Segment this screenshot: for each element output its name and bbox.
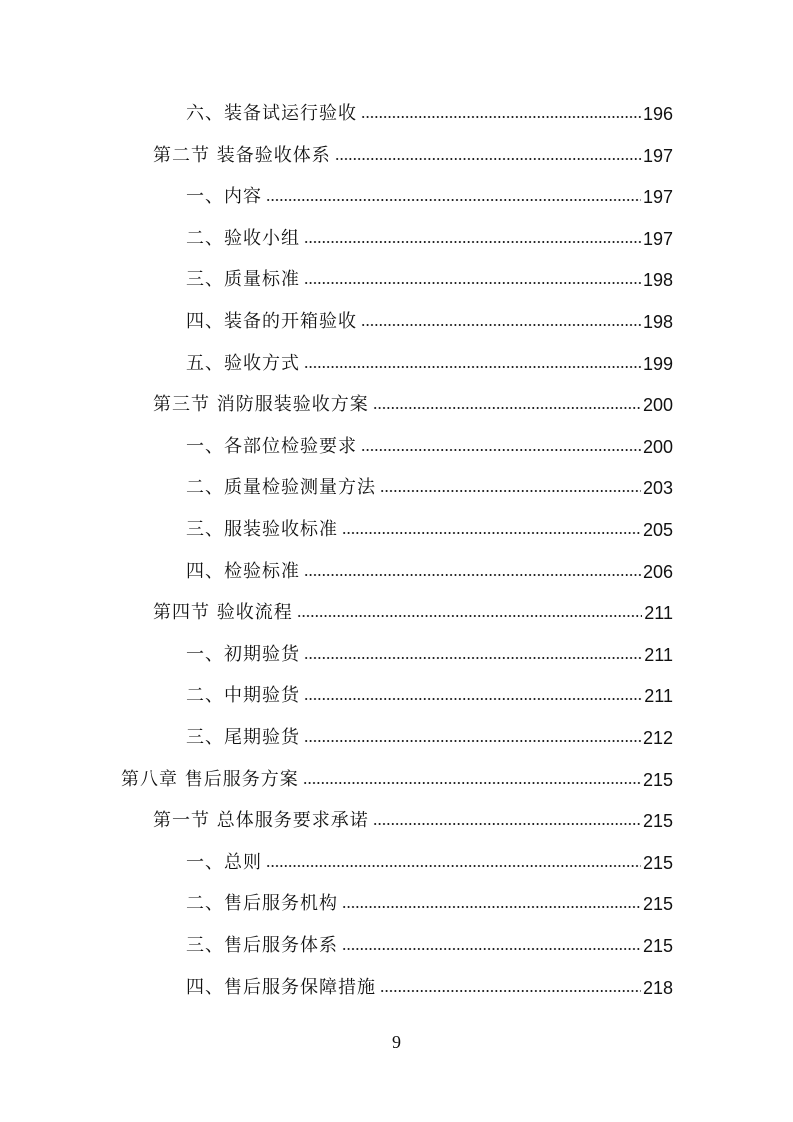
toc-entry-label: 三、服装验收标准 bbox=[186, 519, 338, 540]
dot-leader bbox=[342, 904, 641, 910]
toc-entry-page: 211 bbox=[644, 603, 673, 624]
dot-leader bbox=[304, 738, 641, 744]
dot-leader bbox=[373, 405, 641, 411]
toc-entry-page: 215 bbox=[642, 769, 673, 790]
toc-entry-page: 205 bbox=[642, 520, 673, 540]
dot-leader bbox=[361, 322, 641, 328]
toc-entry[interactable] bbox=[186, 470, 673, 500]
toc-entry-page: 215 bbox=[642, 894, 673, 915]
toc-entry-label: 二、质量检验测量方法 bbox=[186, 477, 376, 499]
toc-entry[interactable] bbox=[186, 221, 673, 251]
dot-leader bbox=[342, 530, 641, 536]
toc-entry-label: 一、初期验货 bbox=[186, 643, 300, 665]
dot-leader bbox=[335, 156, 641, 162]
toc-entry-page: 197 bbox=[642, 145, 673, 166]
toc-entry-page: 200 bbox=[642, 395, 673, 416]
toc-entry[interactable] bbox=[186, 928, 673, 958]
toc-entry[interactable] bbox=[186, 262, 673, 292]
toc-entry-page: 197 bbox=[642, 228, 673, 249]
dot-leader bbox=[304, 239, 641, 245]
toc-entry[interactable] bbox=[186, 886, 673, 916]
toc-entry-page: 215 bbox=[642, 852, 673, 873]
dot-leader bbox=[303, 780, 641, 786]
toc-entry-label: 第八章 售后服务方案 bbox=[121, 768, 299, 790]
toc-entry-page: 218 bbox=[642, 977, 673, 998]
toc-entry-label: 四、检验标准 bbox=[186, 560, 300, 582]
dot-leader bbox=[361, 447, 641, 453]
dot-leader bbox=[342, 946, 641, 952]
toc-entry-page: 215 bbox=[642, 811, 673, 832]
toc-entry-label: 六、装备试运行验收 bbox=[186, 103, 357, 124]
toc-entry[interactable] bbox=[186, 554, 673, 584]
toc-entry-page: 197 bbox=[642, 187, 673, 208]
dot-leader bbox=[266, 197, 641, 203]
toc-entry[interactable] bbox=[153, 803, 673, 833]
toc-entry-page: 206 bbox=[642, 561, 673, 582]
toc-entry-label: 四、装备的开箱验收 bbox=[186, 311, 357, 332]
toc-entry[interactable] bbox=[186, 429, 673, 459]
dot-leader bbox=[380, 988, 641, 994]
toc-entry[interactable] bbox=[186, 720, 673, 750]
toc-entry-label: 一、内容 bbox=[186, 186, 262, 208]
toc-entry-page: 211 bbox=[644, 686, 673, 707]
dot-leader bbox=[373, 821, 641, 827]
toc-entry[interactable] bbox=[153, 387, 673, 417]
toc-entry-page: 196 bbox=[642, 104, 673, 124]
toc-entry-label: 第一节 总体服务要求承诺 bbox=[153, 810, 369, 832]
toc-entry-label: 三、售后服务体系 bbox=[186, 935, 338, 956]
toc-entry[interactable] bbox=[186, 845, 673, 875]
toc-entry-page: 215 bbox=[642, 936, 673, 956]
toc-entry-label: 二、售后服务机构 bbox=[186, 893, 338, 915]
dot-leader bbox=[304, 696, 642, 702]
dot-leader bbox=[304, 364, 641, 370]
toc-entry-label: 三、质量标准 bbox=[186, 269, 300, 291]
dot-leader bbox=[361, 114, 641, 120]
dot-leader bbox=[304, 280, 641, 286]
toc-entry[interactable] bbox=[186, 512, 673, 542]
toc-entry-page: 211 bbox=[644, 644, 673, 665]
toc-entry-label: 二、验收小组 bbox=[186, 227, 300, 249]
dot-leader bbox=[304, 655, 642, 661]
toc-entry-label: 第二节 装备验收体系 bbox=[153, 144, 331, 166]
toc-entry-page: 212 bbox=[642, 728, 673, 748]
toc-entry-label: 二、中期验货 bbox=[186, 685, 300, 707]
toc-entry-label: 第四节 验收流程 bbox=[153, 602, 293, 624]
toc-entry-page: 203 bbox=[642, 478, 673, 499]
toc-entry-label: 五、验收方式 bbox=[186, 352, 300, 374]
toc-entry-page: 199 bbox=[642, 353, 673, 374]
toc-entry-page: 198 bbox=[642, 270, 673, 291]
toc-entry-label: 四、售后服务保障措施 bbox=[186, 976, 376, 998]
dot-leader bbox=[297, 613, 643, 619]
toc-entry-label: 三、尾期验货 bbox=[186, 727, 300, 748]
toc-entry-page: 200 bbox=[642, 436, 673, 457]
toc-entry[interactable] bbox=[186, 970, 673, 1000]
toc-entry[interactable] bbox=[186, 179, 673, 209]
toc-entry-label: 第三节 消防服装验收方案 bbox=[153, 394, 369, 416]
toc-entry[interactable] bbox=[121, 762, 673, 792]
dot-leader bbox=[304, 572, 641, 578]
toc-entry[interactable] bbox=[186, 304, 673, 334]
toc-entry-label: 一、总则 bbox=[186, 851, 262, 873]
dot-leader bbox=[380, 488, 641, 494]
toc-entry[interactable] bbox=[186, 678, 673, 708]
toc-entry[interactable] bbox=[153, 138, 673, 168]
toc-entry[interactable] bbox=[153, 595, 673, 625]
toc-entry[interactable] bbox=[186, 346, 673, 376]
toc-entry-page: 198 bbox=[642, 312, 673, 332]
page-number: 9 bbox=[392, 1032, 401, 1052]
dot-leader bbox=[266, 863, 641, 869]
toc-entry-label: 一、各部位检验要求 bbox=[186, 435, 357, 457]
toc-entry[interactable] bbox=[186, 637, 673, 667]
toc-entry[interactable] bbox=[186, 96, 673, 126]
